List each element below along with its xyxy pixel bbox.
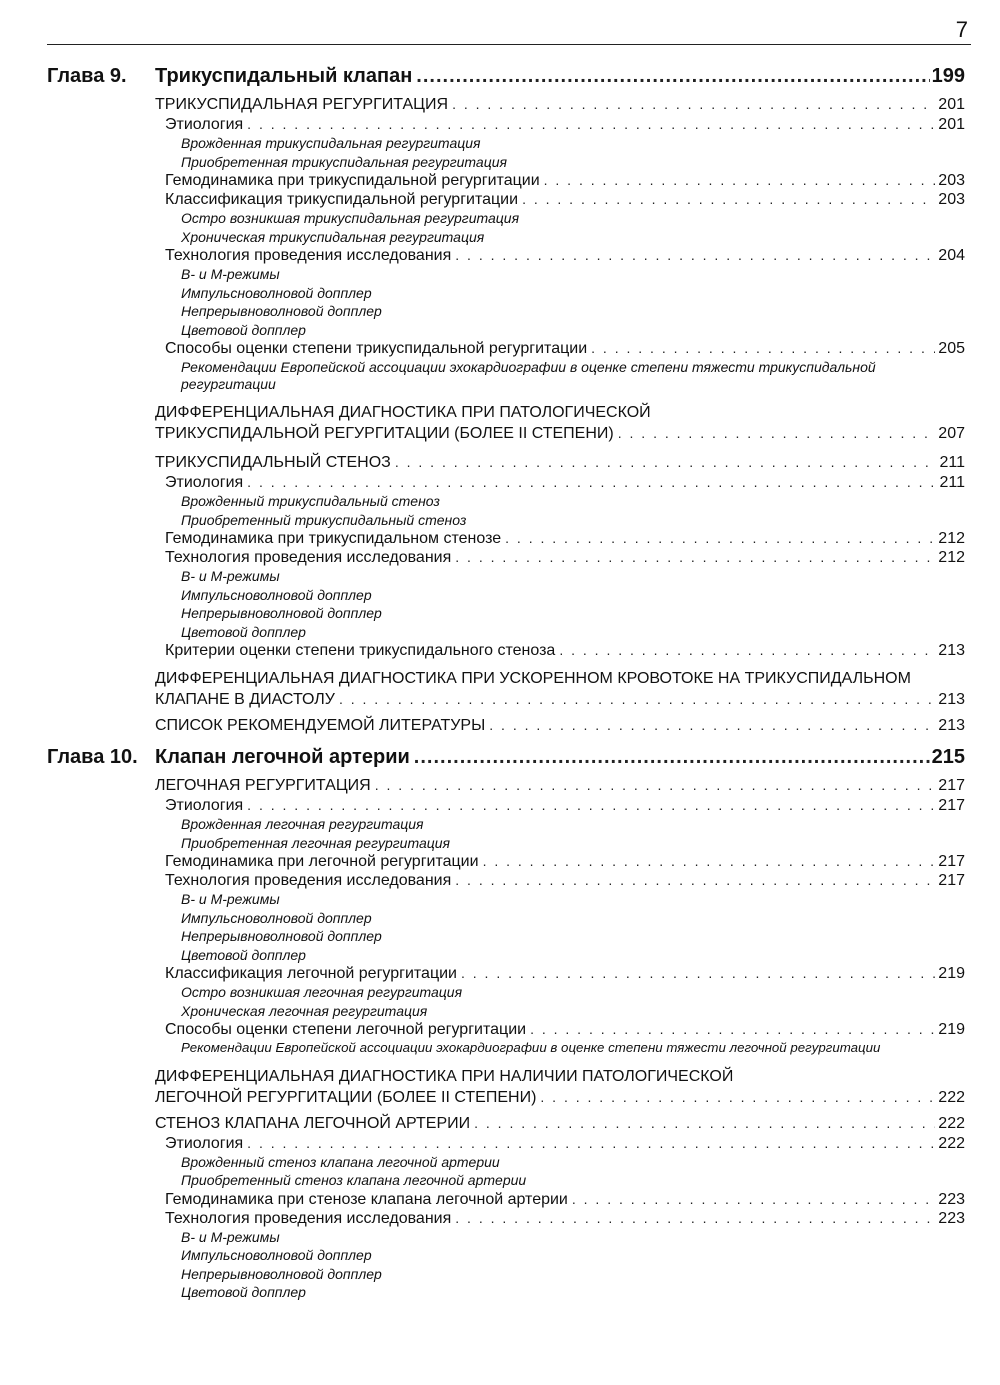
toc-item: Непрерывноволновой допплер — [181, 1265, 382, 1282]
table-of-contents — [47, 63, 965, 1302]
toc-item: Импульсноволновой допплер — [181, 586, 372, 603]
toc-subsection-entry[interactable]: Гемодинамика при трикуспидальном стенозе . . . 212 — [47, 529, 965, 548]
toc-item: В- и М-режимы — [181, 891, 280, 907]
toc-subsection-entry[interactable]: Этиология . . . 217 — [47, 796, 965, 815]
toc-item: Врожденная легочная регургитация — [181, 816, 424, 832]
toc-item: Непрерывноволновой допплер — [181, 605, 382, 621]
chapter-title: Клапан легочной артерии — [155, 746, 410, 768]
toc-item: Хроническая легочная регургитация — [181, 1002, 428, 1019]
toc-item: Врожденный трикуспидальный стеноз — [181, 493, 440, 509]
toc-item: Рекомендации Европейской ассоциации эхокардиографии в оценке степени тяжести легочной регургитации — [181, 1040, 881, 1055]
toc-subsection-entry[interactable]: Классификация трикуспидальной регургитации . . . 203 — [47, 190, 965, 209]
toc-item: Импульсноволновой допплер — [181, 1247, 372, 1263]
dot-leader — [416, 63, 929, 89]
chapter-9-entry[interactable] — [47, 63, 965, 89]
toc-item: Врожденная трикуспидальная регургитация — [181, 135, 481, 151]
toc-subsection-entry[interactable]: Гемодинамика при трикуспидальной регургитации . . . 203 — [47, 171, 965, 190]
toc-section-entry[interactable]: СТЕНОЗ КЛАПАНА ЛЕГОЧНОЙ АРТЕРИИ . . . 222 — [47, 1113, 965, 1134]
toc-item: В- и М-режимы — [181, 266, 280, 282]
toc-item: Приобретенная трикуспидальная регургитация — [181, 153, 507, 170]
toc-subsection-entry[interactable]: Технология проведения исследования . . . 204 — [47, 246, 965, 265]
toc-subsection-entry[interactable]: Гемодинамика при стенозе клапана легочной артерии . . . 223 — [47, 1190, 965, 1209]
toc-item: Цветовой допплер — [181, 321, 306, 338]
toc-subsection-entry[interactable]: Этиология . . . 201 — [47, 115, 965, 134]
toc-item: Цветовой допплер — [181, 1284, 306, 1300]
toc-section-entry[interactable]: ЛЕГОЧНОЙ РЕГУРГИТАЦИИ (БОЛЕЕ II СТЕПЕНИ) . . . 222 — [47, 1087, 965, 1108]
chapter-page: 215 — [931, 746, 965, 768]
chapter-title: Трикуспидальный клапан — [155, 65, 413, 87]
header-rule — [47, 44, 971, 45]
toc-item: Приобретенный стеноз клапана легочной артерии — [181, 1172, 527, 1188]
chapter-page: 199 — [931, 65, 965, 87]
toc-subsection-entry[interactable]: Способы оценки степени легочной регургитации . . . 219 — [47, 1020, 965, 1039]
dot-leader — [414, 744, 930, 770]
toc-item: Приобретенная легочная регургитация — [181, 834, 451, 851]
toc-section-entry[interactable]: ЛЕГОЧНАЯ РЕГУРГИТАЦИЯ . . . 217 — [47, 775, 965, 796]
toc-subsection-entry[interactable]: Этиология . . . 211 — [47, 473, 965, 492]
toc-item: Хроническая трикуспидальная регургитация — [181, 228, 485, 245]
toc-section-line1: ДИФФЕРЕНЦИАЛЬНАЯ ДИАГНОСТИКА ПРИ НАЛИЧИИ ПАТОЛОГИЧЕСКОЙ — [155, 1067, 734, 1085]
toc-item: Цветовой допплер — [181, 946, 306, 963]
toc-section-entry[interactable]: ТРИКУСПИДАЛЬНАЯ РЕГУРГИТАЦИЯ . . . 201 — [47, 94, 965, 115]
toc-item: Остро возникшая трикуспидальная регургитация — [181, 210, 520, 226]
toc-item: В- и М-режимы — [181, 1228, 280, 1245]
chapter-label: Глава 9. — [47, 65, 127, 87]
toc-subsection-entry[interactable]: Технология проведения исследования . . . 212 — [47, 548, 965, 567]
toc-item: Импульсноволновой допплер — [181, 284, 372, 301]
toc-section-entry[interactable]: КЛАПАНЕ В ДИАСТОЛУ . . . 213 — [47, 689, 965, 710]
toc-section-entry[interactable]: СПИСОК РЕКОМЕНДУЕМОЙ ЛИТЕРАТУРЫ . . . 213 — [47, 715, 965, 736]
toc-subsection-entry[interactable]: Гемодинамика при легочной регургитации . . . 217 — [47, 852, 965, 871]
toc-item: Импульсноволновой допплер — [181, 909, 372, 926]
toc-item: Врожденный стеноз клапана легочной артерии — [181, 1153, 500, 1170]
toc-item: Непрерывноволновой допплер — [181, 303, 382, 319]
toc-subsection-entry[interactable]: Критерии оценки степени трикуспидального стеноза . . . 213 — [47, 641, 965, 660]
chapter-label: Глава 10. — [47, 746, 138, 768]
toc-item: Приобретенный трикуспидальный стеноз — [181, 511, 467, 528]
toc-subsection-entry[interactable]: Технология проведения исследования . . . 217 — [47, 871, 965, 890]
chapter-10-entry[interactable] — [47, 744, 965, 770]
toc-section-entry[interactable]: ТРИКУСПИДАЛЬНОЙ РЕГУРГИТАЦИИ (БОЛЕЕ II СТЕПЕНИ) . . . 207 — [47, 423, 965, 444]
toc-section-entry[interactable]: ТРИКУСПИДАЛЬНЫЙ СТЕНОЗ . . . 211 — [47, 452, 965, 473]
toc-item: В- и М-режимы — [181, 568, 280, 584]
toc-item: Непрерывноволновой допплер — [181, 928, 382, 944]
toc-item: Рекомендации Европейской ассоциации эхокардиографии в оценке степени тяжести трикуспидальной регургитации — [181, 359, 876, 392]
page-number: 7 — [955, 17, 968, 42]
toc-item: Цветовой допплер — [181, 623, 306, 640]
toc-item: Остро возникшая легочная регургитация — [181, 984, 463, 1000]
toc-subsection-entry[interactable]: Технология проведения исследования . . . 223 — [47, 1209, 965, 1228]
toc-subsection-entry[interactable]: Способы оценки степени трикуспидальной регургитации . . . 205 — [47, 339, 965, 358]
toc-section-line1: ДИФФЕРЕНЦИАЛЬНАЯ ДИАГНОСТИКА ПРИ ПАТОЛОГИЧЕСКОЙ — [155, 404, 651, 421]
toc-section-line1: ДИФФЕРЕНЦИАЛЬНАЯ ДИАГНОСТИКА ПРИ УСКОРЕННОМ КРОВОТОКЕ НА ТРИКУСПИДАЛЬНОМ — [155, 670, 911, 687]
toc-subsection-entry[interactable]: Этиология . . . 222 — [47, 1134, 965, 1153]
toc-subsection-entry[interactable]: Классификация легочной регургитации . . . 219 — [47, 964, 965, 983]
